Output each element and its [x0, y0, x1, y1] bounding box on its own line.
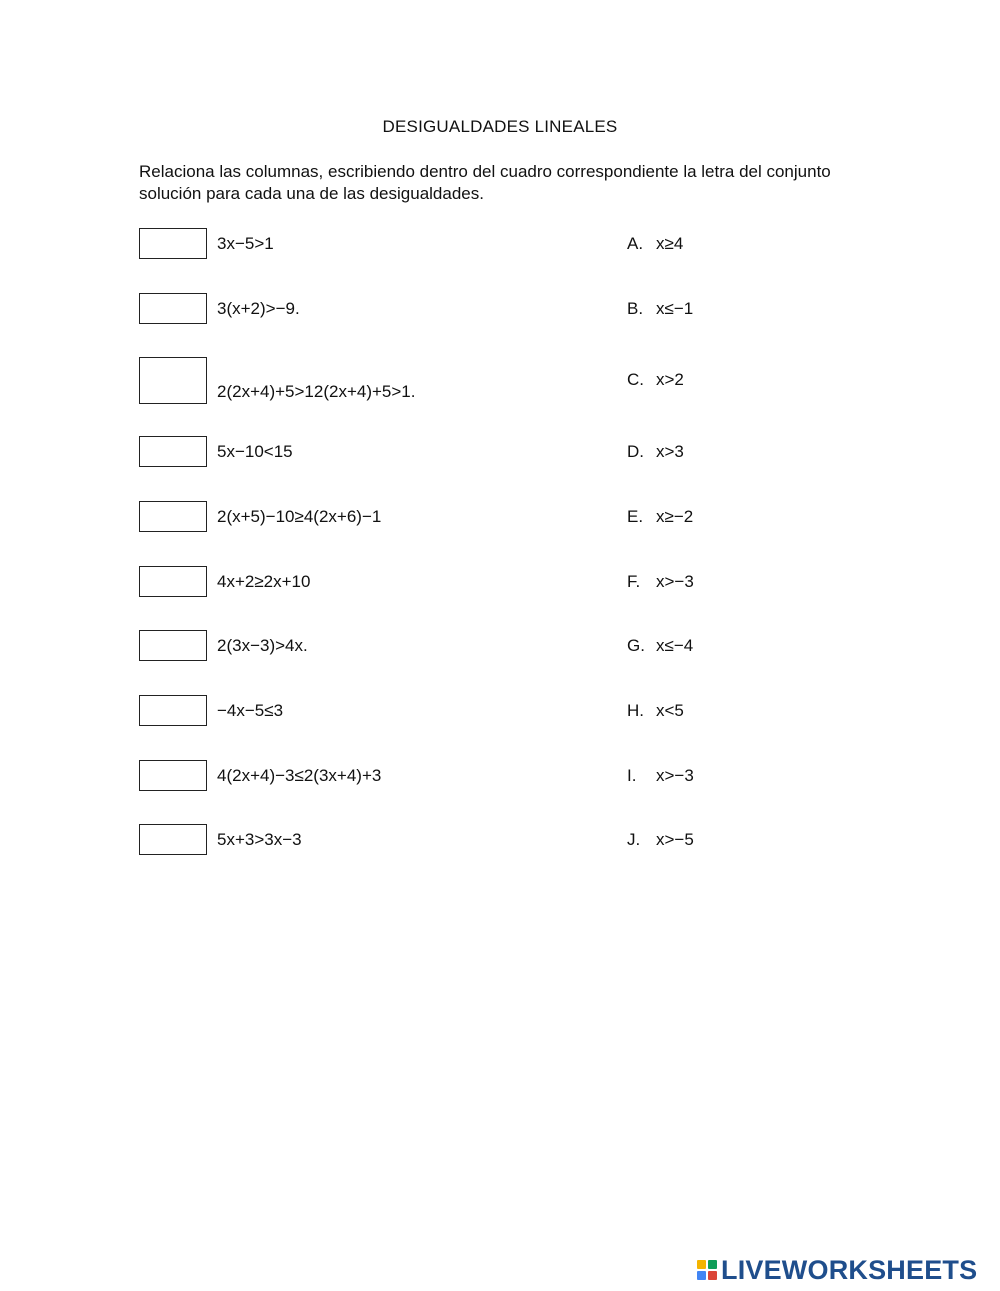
answer-box-10[interactable] — [139, 824, 207, 855]
option-value-c: x>2 — [656, 370, 684, 389]
logo-block-2 — [708, 1260, 717, 1269]
answer-box-7[interactable] — [139, 630, 207, 661]
page-title: DESIGUALDADES LINEALES — [382, 117, 618, 136]
option-value-h: x<5 — [656, 701, 684, 720]
inequality-9: 4(2x+4)−3≤2(3x+4)+3 — [217, 766, 382, 785]
option-letter-h: H. — [627, 701, 644, 720]
answer-box-2[interactable] — [139, 293, 207, 324]
answer-box-6[interactable] — [139, 566, 207, 597]
option-letter-f: F. — [627, 572, 641, 591]
option-letter-e: E. — [627, 507, 644, 526]
inequality-5: 2(x+5)−10≥4(2x+6)−1 — [217, 507, 382, 526]
option-letter-i: I. — [627, 766, 637, 785]
option-value-d: x>3 — [656, 442, 684, 461]
option-letter-b: B. — [627, 299, 644, 318]
answer-box-1[interactable] — [139, 228, 207, 259]
option-letter-g: G. — [627, 636, 645, 655]
logo-block-1 — [697, 1260, 706, 1269]
inequality-8: −4x−5≤3 — [217, 701, 284, 720]
option-value-f: x>−3 — [656, 572, 694, 591]
logo-text: LIVEWORKSHEETS — [721, 1254, 978, 1285]
option-letter-d: D. — [627, 442, 644, 461]
option-value-i: x>−3 — [656, 766, 694, 785]
option-value-b: x≤−1 — [656, 299, 694, 318]
option-value-e: x≥−2 — [656, 507, 694, 526]
logo-block-3 — [697, 1271, 706, 1280]
answer-box-4[interactable] — [139, 436, 207, 467]
inequality-1: 3x−5>1 — [217, 234, 274, 253]
answer-box-8[interactable] — [139, 695, 207, 726]
option-letter-c: C. — [627, 370, 644, 389]
logo-block-4 — [708, 1271, 717, 1280]
inequality-10: 5x+3>3x−3 — [217, 830, 302, 849]
answer-box-5[interactable] — [139, 501, 207, 532]
inequality-3: 2(2x+4)+5>12(2x+4)+5>1. — [217, 382, 416, 401]
option-letter-j: J. — [627, 830, 641, 849]
instructions-text: Relaciona las columnas, escribiendo dentro del cuadro correspondiente la letra del conjunto solución para cada una de las desigualdades. — [139, 162, 831, 203]
option-value-a: x≥4 — [656, 234, 684, 253]
option-letter-a: A. — [627, 234, 644, 253]
liveworksheets-logo — [697, 1255, 977, 1285]
answer-box-3[interactable] — [139, 357, 207, 404]
answer-box-9[interactable] — [139, 760, 207, 791]
inequality-7: 2(3x−3)>4x. — [217, 636, 308, 655]
logo-blocks-icon — [697, 1260, 717, 1280]
option-value-j: x>−5 — [656, 830, 694, 849]
option-value-g: x≤−4 — [656, 636, 694, 655]
inequality-4: 5x−10<15 — [217, 442, 293, 461]
inequality-6: 4x+2≥2x+10 — [217, 572, 311, 591]
inequality-2: 3(x+2)>−9. — [217, 299, 300, 318]
